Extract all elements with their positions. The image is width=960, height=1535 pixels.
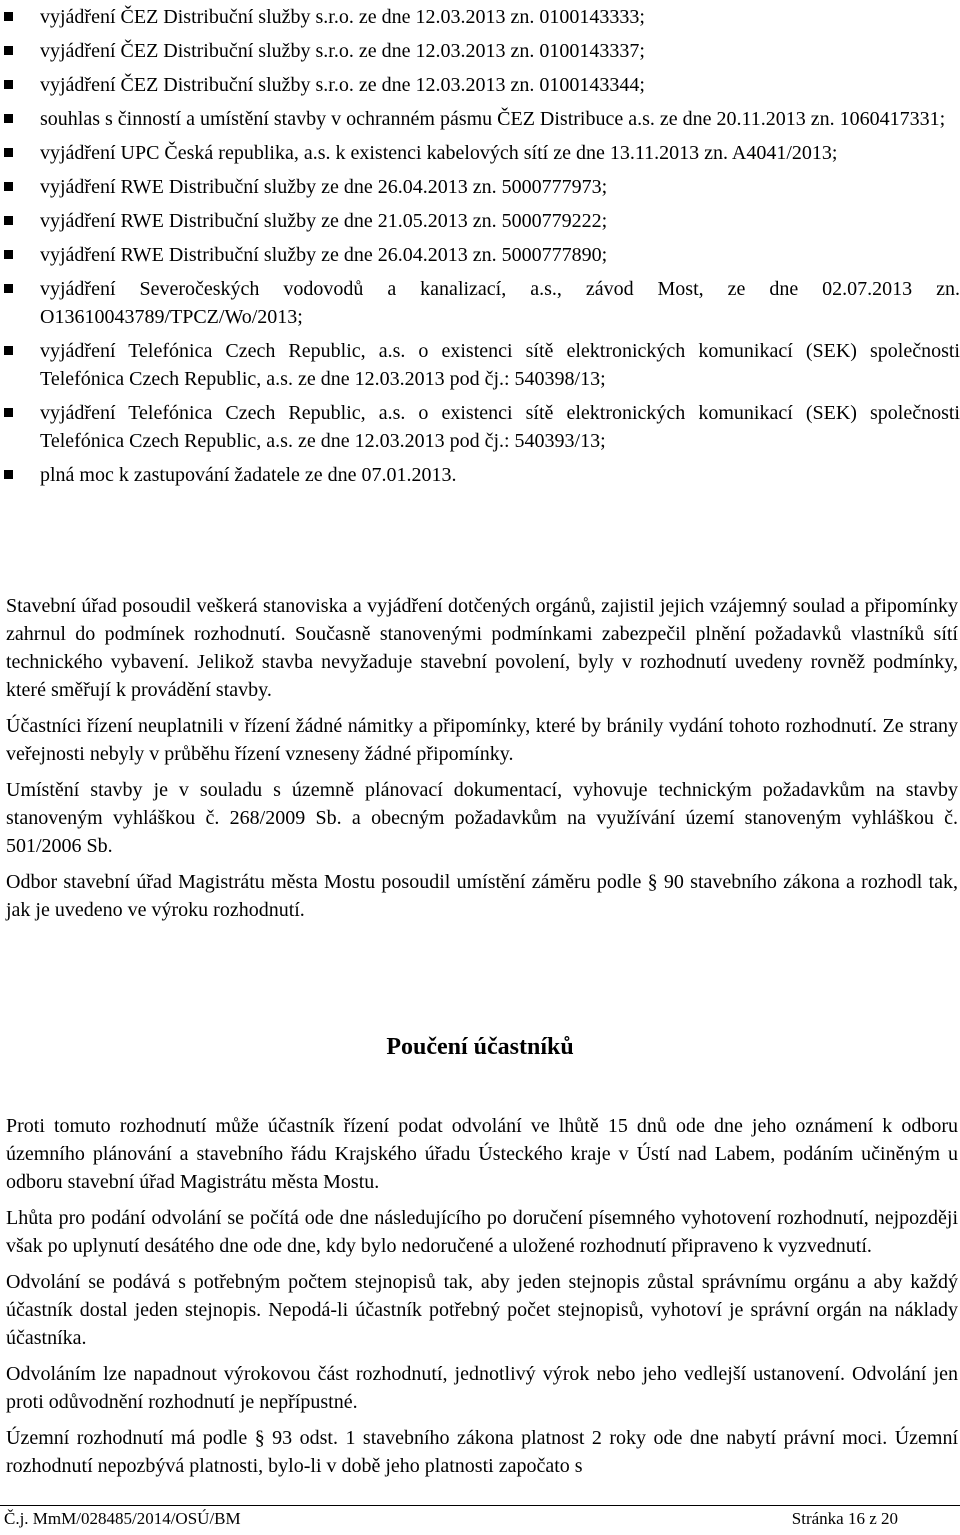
paragraph: Umístění stavby je v souladu s územně plánovací dokumentací, vyhovuje technickým požadavkům na stavby stanoveným vyhláškou č. 268/2009 Sb. a obecným požadavkům na využívání území stanoveným vyhláškou č. 501/2006 Sb. bbox=[6, 779, 958, 857]
list-item: plná moc k zastupování žadatele ze dne 07.01.2013. bbox=[0, 461, 960, 489]
bullet-icon bbox=[4, 46, 13, 55]
list-item: vyjádření Severočeských vodovodů a kanalizací, a.s., závod Most, ze dne 02.07.2013 zn. O13610043789/TPCZ/Wo/2013; bbox=[0, 275, 960, 331]
bullet-icon bbox=[4, 250, 13, 259]
paragraph: Účastníci řízení neuplatnili v řízení žádné námitky a připomínky, které by bránily vydání tohoto rozhodnutí. Ze strany veřejnosti nebyly v průběhu řízení vzneseny žádné připomínky. bbox=[6, 715, 958, 765]
paragraph: Územní rozhodnutí má podle § 93 odst. 1 stavebního zákona platnost 2 roky ode dne nabytí právní moci. Územní rozhodnutí nepozbývá platnosti, bylo-li v době jeho platnosti započato s bbox=[6, 1427, 958, 1477]
page-footer bbox=[0, 1505, 960, 1528]
list-item: vyjádření ČEZ Distribuční služby s.r.o. ze dne 12.03.2013 zn. 0100143333; bbox=[0, 3, 960, 31]
reference-number: Č.j. MmM/028485/2014/OSÚ/BM bbox=[4, 1509, 241, 1528]
section-heading: Poučení účastníků bbox=[386, 1034, 574, 1060]
bullet-icon bbox=[4, 346, 13, 355]
list-item: vyjádření RWE Distribuční služby ze dne 21.05.2013 zn. 5000779222; bbox=[0, 207, 960, 235]
list-item: vyjádření Telefónica Czech Republic, a.s. o existenci sítě elektronických komunikací (SEK) společnosti Telefónica Czech Republic, a.s. ze dne 12.03.2013 pod čj.: 540393/13; bbox=[0, 399, 960, 455]
paragraph: Odvolání se podává s potřebným počtem stejnopisů tak, aby jeden stejnopis zůstal správnímu orgánu a aby každý účastník dostal jeden stejnopis. Nepodá-li účastník potřebný počet stejnopisů, vyhotoví je správní orgán na náklady účastníka. bbox=[6, 1271, 958, 1349]
paragraph: Odvoláním lze napadnout výrokovou část rozhodnutí, jednotlivý výrok nebo jeho vedlejší ustanovení. Odvolání jen proti odůvodnění rozhodnutí je nepřípustné. bbox=[6, 1363, 958, 1413]
bullet-icon bbox=[4, 216, 13, 225]
page-number: Stránka 16 z 20 bbox=[791, 1509, 898, 1528]
paragraph: Lhůta pro podání odvolání se počítá ode dne následujícího po doručení písemného vyhotovení rozhodnutí, nejpozději však po uplynutí desátého dne ode dne, kdy bylo nedoručené a uložené rozhodnutí připraveno k vyzvednutí. bbox=[6, 1207, 958, 1257]
bullet-icon bbox=[4, 470, 13, 479]
paragraph: Odbor stavební úřad Magistrátu města Mostu posoudil umístění záměru podle § 90 stavebního zákona a rozhodl tak, jak je uvedeno ve výroku rozhodnutí. bbox=[6, 871, 958, 921]
bullet-icon bbox=[4, 148, 13, 157]
bullet-icon bbox=[4, 80, 13, 89]
list-item: vyjádření ČEZ Distribuční služby s.r.o. ze dne 12.03.2013 zn. 0100143344; bbox=[0, 71, 960, 99]
list-item: vyjádření RWE Distribuční služby ze dne 26.04.2013 zn. 5000777973; bbox=[0, 173, 960, 201]
list-item: souhlas s činností a umístění stavby v ochranném pásmu ČEZ Distribuce a.s. ze dne 20.11.2013 zn. 1060417331; bbox=[0, 105, 960, 133]
reasoning-section bbox=[6, 592, 958, 932]
bullet-icon bbox=[4, 182, 13, 191]
list-item: vyjádření ČEZ Distribuční služby s.r.o. ze dne 12.03.2013 zn. 0100143337; bbox=[0, 37, 960, 65]
bullet-icon bbox=[4, 114, 13, 123]
bullet-icon bbox=[4, 284, 13, 293]
attachment-list bbox=[0, 3, 960, 495]
list-item: vyjádření Telefónica Czech Republic, a.s. o existenci sítě elektronických komunikací (SEK) společnosti Telefónica Czech Republic, a.s. ze dne 12.03.2013 pod čj.: 540398/13; bbox=[0, 337, 960, 393]
instruction-section bbox=[6, 1112, 958, 1488]
list-item: vyjádření UPC Česká republika, a.s. k existenci kabelových sítí ze dne 13.11.2013 zn. A4041/2013; bbox=[0, 139, 960, 167]
bullet-icon bbox=[4, 408, 13, 417]
bullet-icon bbox=[4, 12, 13, 21]
paragraph: Stavební úřad posoudil veškerá stanoviska a vyjádření dotčených orgánů, zajistil jejich vzájemný soulad a připomínky zahrnul do podmínek rozhodnutí. Současně stanovenými podmínkami zabezpečil plnění požadavků vlastníků sítí technického vybavení. Jelikož stavba nevyžaduje stavební povolení, byly v rozhodnutí uvedeny rovněž podmínky, které směřují k provádění stavby. bbox=[6, 595, 958, 701]
paragraph: Proti tomuto rozhodnutí může účastník řízení podat odvolání ve lhůtě 15 dnů ode dne jeho oznámení k odboru územního plánování a stavebního řádu Krajského úřadu Ústeckého kraje v Ústí nad Labem, podáním učiněným u odboru stavební úřad Magistrátu města Mostu. bbox=[6, 1115, 958, 1193]
list-item: vyjádření RWE Distribuční služby ze dne 26.04.2013 zn. 5000777890; bbox=[0, 241, 960, 269]
